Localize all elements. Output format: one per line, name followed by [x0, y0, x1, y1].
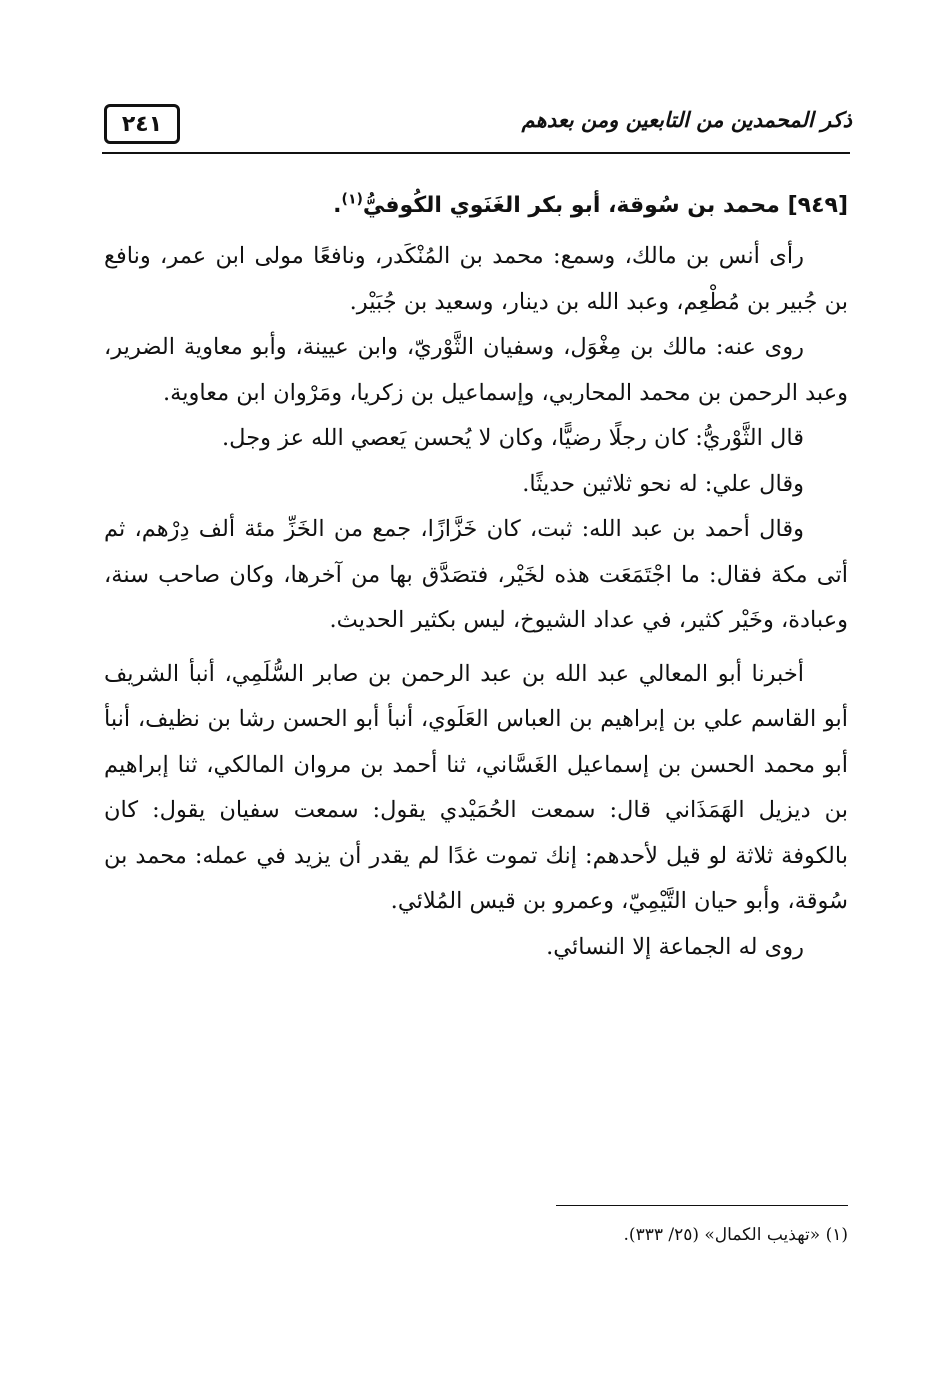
footnote-marker: (١)	[341, 191, 363, 208]
paragraph-ali: وقال علي: له نحو ثلاثين حديثًا.	[522, 470, 804, 497]
page-header	[100, 96, 852, 156]
paragraph-spacer	[104, 644, 848, 652]
page-number: ٢٤١	[104, 104, 180, 144]
footnote: (١) «تهذيب الكمال» (٢٥/ ٣٣٣).	[623, 1225, 848, 1245]
header-rule	[102, 152, 850, 154]
paragraph-isnad: أخبرنا أبو المعالي عبد الله بن عبد الرحمن بن صابر السُّلَمِي، أنبأ الشريف أبو القاسم علي بن إبراهيم بن العباس العَلَوي، أنبأ أبو الحسن رشا بن نظيف، أنبأ أبو محمد الحسن بن إسماعيل الغَسَّاني، ثنا أحمد بن مروان المالكي، ثنا إبراهيم بن ديزيل الهَمَذَاني قال: سمعت الحُمَيْدي يقول: سمعت سفيان يقول: كان بالكوفة ثلاثة لو قيل لأحدهم: إنك تموت غدًا لم يقدر أن يزيد في عمله: محمد بن سُوقة، وأبو حيان التَّيْمِيّ، وعمرو بن قيس المُلائي.	[104, 660, 848, 914]
entry-title-end: .	[333, 193, 342, 218]
footnote-rule	[556, 1205, 848, 1206]
entry-title	[104, 178, 848, 234]
paragraph-ahmad: وقال أحمد بن عبد الله: ثبت، كان خَزَّازًا، جمع من الخَزِّ مئة ألف دِرْهم، ثم أتى مكة فقال: ما اجْتَمَعَت هذه لخَيْر، فتصَدَّق بها من آخرها، وكان صاحب سنة، وعبادة، وخَيْر كثير، في عداد الشيوخ، ليس بكثير الحديث.	[104, 516, 848, 633]
paragraph-thawri: قال الثَّوْريُّ: كان رجلًا رضيًّا، وكان لا يُحسن يَعصي الله عز وجل.	[222, 425, 804, 451]
paragraph-narrated-by: روى له الجماعة إلا النسائي.	[546, 933, 804, 960]
paragraph-teachers: رأى أنس بن مالك، وسمع: محمد بن المُنْكَدر، ونافعًا مولى ابن عمر، ونافع بن جُبير بن مُطْعِم، وعبد الله بن دينار، وسعيد بن جُبَيْر.	[104, 243, 848, 315]
entry-title-text: [٩٤٩] محمد بن سُوقة، أبو بكر الغَنَوي الكُوفيُّ	[362, 193, 848, 218]
running-title: ذكر المحمدين من التابعين ومن بعدهم	[521, 108, 852, 132]
main-text	[104, 178, 848, 970]
paragraph-students: روى عنه: مالك بن مِغْوَل، وسفيان الثَّوْريّ، وابن عيينة، وأبو معاوية الضرير، وعبد الرحمن بن محمد المحاربي، وإسماعيل بن زكريا، ومَرْوان ابن معاوية.	[104, 334, 848, 406]
